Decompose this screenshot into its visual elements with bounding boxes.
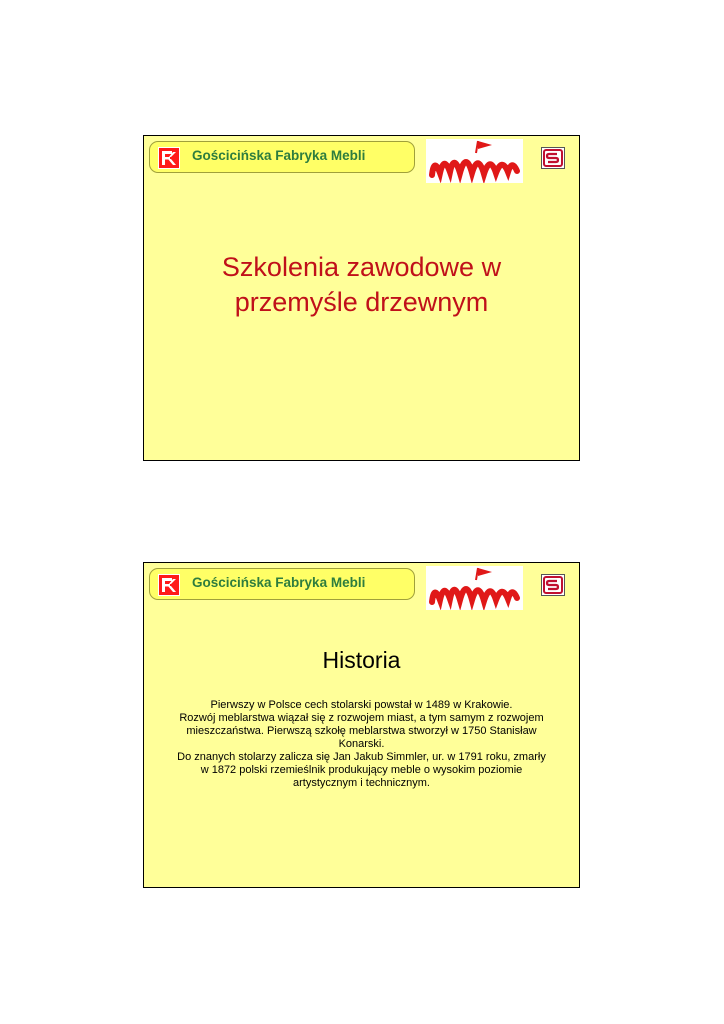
- company-header: [149, 141, 415, 173]
- company-header: [149, 568, 415, 600]
- company-name: Gościcińska Fabryka Mebli: [192, 148, 366, 163]
- solidarnosc-logo-icon: [426, 139, 523, 183]
- body-line: Pierwszy w Polsce cech stolarski powstał w 1489 w Krakowie.: [210, 699, 513, 711]
- slide-2: [143, 562, 580, 888]
- title-line: przemyśle drzewnym: [234, 287, 489, 317]
- body-line: mieszczaństwa. Pierwszą szkołę meblarstwa stworzył w 1750 Stanisław Konarski.: [186, 724, 537, 750]
- body-line: w 1872 polski rzemieślnik produkujący meble o wysokim poziomie: [200, 763, 523, 776]
- body-line: Rozwój meblarstwa wiązał się z rozwojem miast, a tym samym z rozwojem: [179, 711, 544, 724]
- body-line: artystycznym i technicznym.: [293, 776, 430, 789]
- kf-logo-icon: [158, 147, 180, 169]
- body-line: Do znanych stolarzy zalicza się Jan Jakub Simmler, ur. w 1791 roku, zmarły: [177, 750, 546, 763]
- slide-1: [143, 135, 580, 461]
- slide-body: [164, 699, 559, 790]
- slide-heading: Historia: [322, 647, 401, 673]
- slide-title: [144, 250, 579, 320]
- kf-logo-icon: [158, 574, 180, 596]
- company-name: Gościcińska Fabryka Mebli: [192, 575, 366, 590]
- title-line: Szkolenia zawodowe w: [221, 252, 502, 282]
- s-logo-icon: [541, 574, 565, 596]
- s-logo-icon: [541, 147, 565, 169]
- solidarnosc-logo-icon: [426, 566, 523, 610]
